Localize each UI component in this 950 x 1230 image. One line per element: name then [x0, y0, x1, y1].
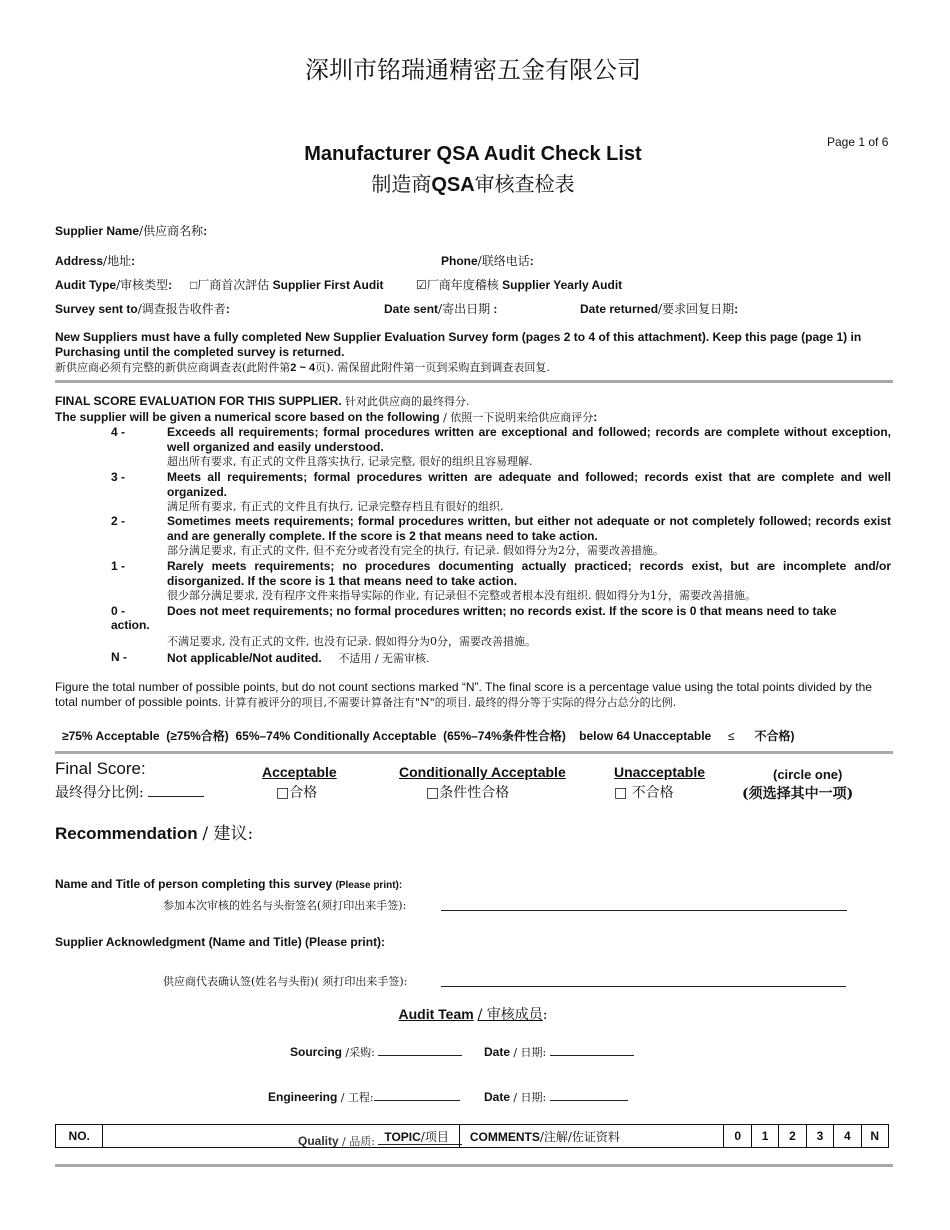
score-thresholds: ≥75% Acceptable (≥75%合格) 65%–74% Conditionally Acceptable (65%–74%条件性合格) below 64 Unacceptable ≤ 不合格)	[62, 729, 795, 743]
col-comments: COMMENTS/注解/佐证资料	[459, 1125, 724, 1148]
col-score-3: 3	[806, 1125, 833, 1148]
col-score-2: 2	[779, 1125, 806, 1148]
name-title-label-cn: 参加本次审核的姓名与头衔签名(须打印出来手签):	[163, 899, 407, 912]
score-number: N -	[111, 650, 127, 664]
score-number: 0 -	[111, 604, 126, 618]
checkbox-unchecked-icon[interactable]: □	[190, 278, 198, 292]
divider	[55, 751, 893, 754]
sourcing-row: Sourcing /采购:	[290, 1044, 462, 1060]
final-eval-intro: The supplier will be given a numerical score based on the following / 依照一下说明来给供应商评分:	[55, 410, 598, 424]
checklist-table-header	[55, 1124, 889, 1148]
score-description: Meets all requirements; formal procedures written are adequate and followed; records exist that are complete and well organized. 满足所有要求, 有正式的文件且有执行, 记录完整存档且有很好的组织.	[167, 470, 891, 514]
sourcing-blank[interactable]	[378, 1044, 462, 1056]
name-title-signature-line[interactable]	[441, 898, 847, 911]
audit-type-field: Audit Type/审核类型:	[55, 278, 173, 292]
supplier-ack-label: Supplier Acknowledgment (Name and Title) (Please print):	[55, 935, 386, 949]
final-score-blank[interactable]	[148, 784, 204, 797]
col-score-0: 0	[724, 1125, 751, 1148]
option-acceptable-cn[interactable]: □合格	[276, 785, 318, 801]
title-cn: 制造商QSA审核查检表	[371, 172, 575, 196]
supplier-ack-signature-line[interactable]	[441, 974, 846, 987]
col-no: NO.	[56, 1125, 103, 1148]
option-conditional-cn[interactable]: □条件性合格	[426, 785, 510, 801]
score-description: Not applicable/Not audited. 不适用 / 无需审核.	[167, 651, 430, 665]
checkbox-checked-icon[interactable]: ☑	[416, 278, 427, 292]
supplier-name-field: Supplier Name/供应商名称:	[55, 224, 208, 238]
engineering-date: Date / 日期:	[484, 1089, 628, 1105]
option-acceptable[interactable]: Acceptable	[262, 764, 337, 780]
new-supplier-notice: New Suppliers must have a fully completed New Supplier Evaluation Survey form (pages 2 to 4 of this attachment). Keep this page (page 1) in Purchasing until the completed survey is returned.	[55, 330, 862, 359]
option-unacceptable[interactable]: Unacceptable	[614, 764, 706, 780]
new-supplier-notice-cn: 新供应商必须有完整的新供应商调查表(此附件第2 ~ 4页). 需保留此附件第一页到采购直到调查表回复.	[55, 361, 550, 374]
score-number: 3 -	[111, 470, 126, 484]
option-conditional[interactable]: Conditionally Acceptable	[399, 764, 566, 780]
score-description-cn: 不满足要求, 没有正式的文件, 也没有记录. 假如得分为0分，需要改善措施。	[167, 635, 536, 648]
score-number: 1 -	[111, 559, 126, 573]
first-audit-option[interactable]: □厂商首次評估 Supplier First Audit	[190, 278, 384, 292]
date-sent-field: Date sent/寄出日期 :	[384, 302, 498, 316]
audit-team-heading: Audit Team / 审核成员:	[398, 1006, 548, 1023]
score-number: 2 -	[111, 514, 126, 528]
name-title-label: Name and Title of person completing this survey (Please print):	[55, 877, 403, 891]
option-unacceptable-cn[interactable]: □ 不合格	[614, 785, 674, 801]
recommendation-heading: Recommendation / 建议:	[55, 824, 254, 844]
score-description: Exceeds all requirements; formal procedures written are exceptional and followed; records are complete without exception, well organized and easily understood. 超出所有要求, 有正式的文件且落实执行, 记录完整, 很好的组织且容易理解.	[167, 425, 891, 469]
score-description: Does not meet requirements; no formal procedures written; no records exist. If the score is 0 that means need to take	[167, 604, 837, 618]
company-name: 深圳市铭瑞通精密五金有限公司	[305, 56, 641, 84]
col-score-4: 4	[834, 1125, 861, 1148]
engineering-row: Engineering / 工程:	[268, 1089, 460, 1105]
score-description: Sometimes meets requirements; formal procedures written, but either not adequate or not completely followed; records exist and are generally complete. If the score is 2 that means need to take action. 部分满足要求, 有正式的文件, 但不充分或者没有完全的执行, 有记录. 假如得分为2分，需要改善措施。	[167, 514, 891, 558]
figure-note: Figure the total number of possible points, but do not count sections marked “N”. The final score is a percentage value using the total points divided by the total number of possible points. 计算有被评分的项目,不需要计算备注有"N"的项目. 最终的得分等于实际的得分占总分的比例.	[55, 680, 872, 709]
title-en: Manufacturer QSA Audit Check List	[304, 143, 642, 165]
engineering-blank[interactable]	[374, 1089, 460, 1101]
survey-sent-field: Survey sent to/调查报告收件者:	[55, 302, 230, 316]
sourcing-date-blank[interactable]	[550, 1044, 634, 1056]
circle-one-note-cn: (须选择其中一项)	[742, 786, 854, 802]
score-number: 4 -	[111, 425, 126, 439]
col-topic: TOPIC/项目	[103, 1125, 459, 1148]
address-field: Address/地址:	[55, 254, 136, 268]
final-eval-heading: FINAL SCORE EVALUATION FOR THIS SUPPLIER. 针对此供应商的最终得分.	[55, 394, 470, 408]
engineering-date-blank[interactable]	[550, 1089, 628, 1101]
col-score-1: 1	[751, 1125, 778, 1148]
quality-row: Quality / 品质:	[298, 1133, 462, 1149]
final-score-label: Final Score:	[55, 759, 146, 778]
divider	[55, 380, 893, 383]
page-label: Page 1 of 6	[827, 135, 889, 149]
sourcing-date: Date / 日期:	[484, 1044, 634, 1060]
score-description-cont: action.	[111, 618, 150, 632]
yearly-audit-option[interactable]: ☑厂商年度稽核 Supplier Yearly Audit	[416, 278, 623, 292]
score-description: Rarely meets requirements; no procedures documenting actually practiced; records exist, but are incomplete and/or disorganized. If the score is 1 that means need to take action. 很少部分满足要求, 没有程序文件来指导实际的作业, 有记录但不完整或者根本没有组织. 假如得分为1分，需要改善措施。	[167, 559, 891, 603]
phone-field: Phone/联络电话:	[441, 254, 534, 268]
supplier-ack-label-cn: 供应商代表确认签(姓名与头衔)( 须打印出来手签):	[163, 975, 408, 988]
col-score-n: N	[861, 1125, 888, 1148]
final-score-label-cn: 最终得分比例:	[55, 782, 204, 802]
circle-one-note: (circle one)	[773, 767, 843, 782]
divider	[55, 1164, 893, 1167]
date-returned-field: Date returned/要求回复日期:	[580, 302, 739, 316]
table-header-row	[56, 1125, 889, 1148]
